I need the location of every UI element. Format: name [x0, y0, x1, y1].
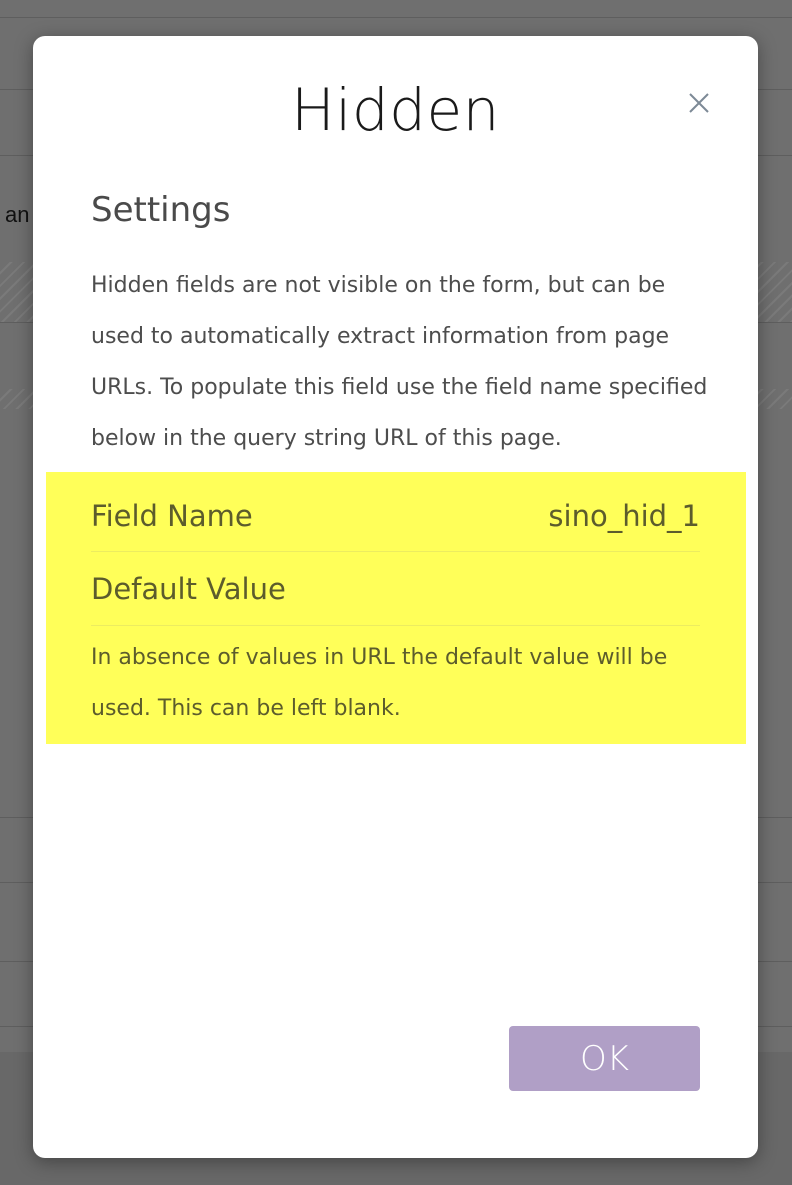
field-name-row: [91, 480, 700, 552]
default-value-help-text: In absence of values in URL the default value will be used. This can be left blank.: [91, 645, 668, 721]
close-button[interactable]: [685, 89, 713, 117]
hidden-field-dialog: [33, 36, 758, 1158]
background-text-fragment: an: [5, 202, 30, 227]
dialog-title: Hidden: [291, 76, 500, 144]
ok-button[interactable]: OK: [509, 1026, 700, 1091]
default-value-row[interactable]: [91, 552, 700, 626]
default-value-label: Default Value: [91, 571, 286, 606]
settings-description: Hidden fields are not visible on the form, but can be used to automatically extract information from page URLs. To populate this field use the field name specified below in the query string URL of this page.: [91, 273, 708, 451]
background-divider: [0, 17, 792, 18]
field-name-label: Field Name: [91, 498, 253, 533]
field-name-value[interactable]: sino_hid_1: [548, 498, 700, 533]
field-settings-panel: [46, 472, 746, 744]
settings-heading: Settings: [91, 190, 231, 230]
close-icon: [685, 89, 713, 117]
